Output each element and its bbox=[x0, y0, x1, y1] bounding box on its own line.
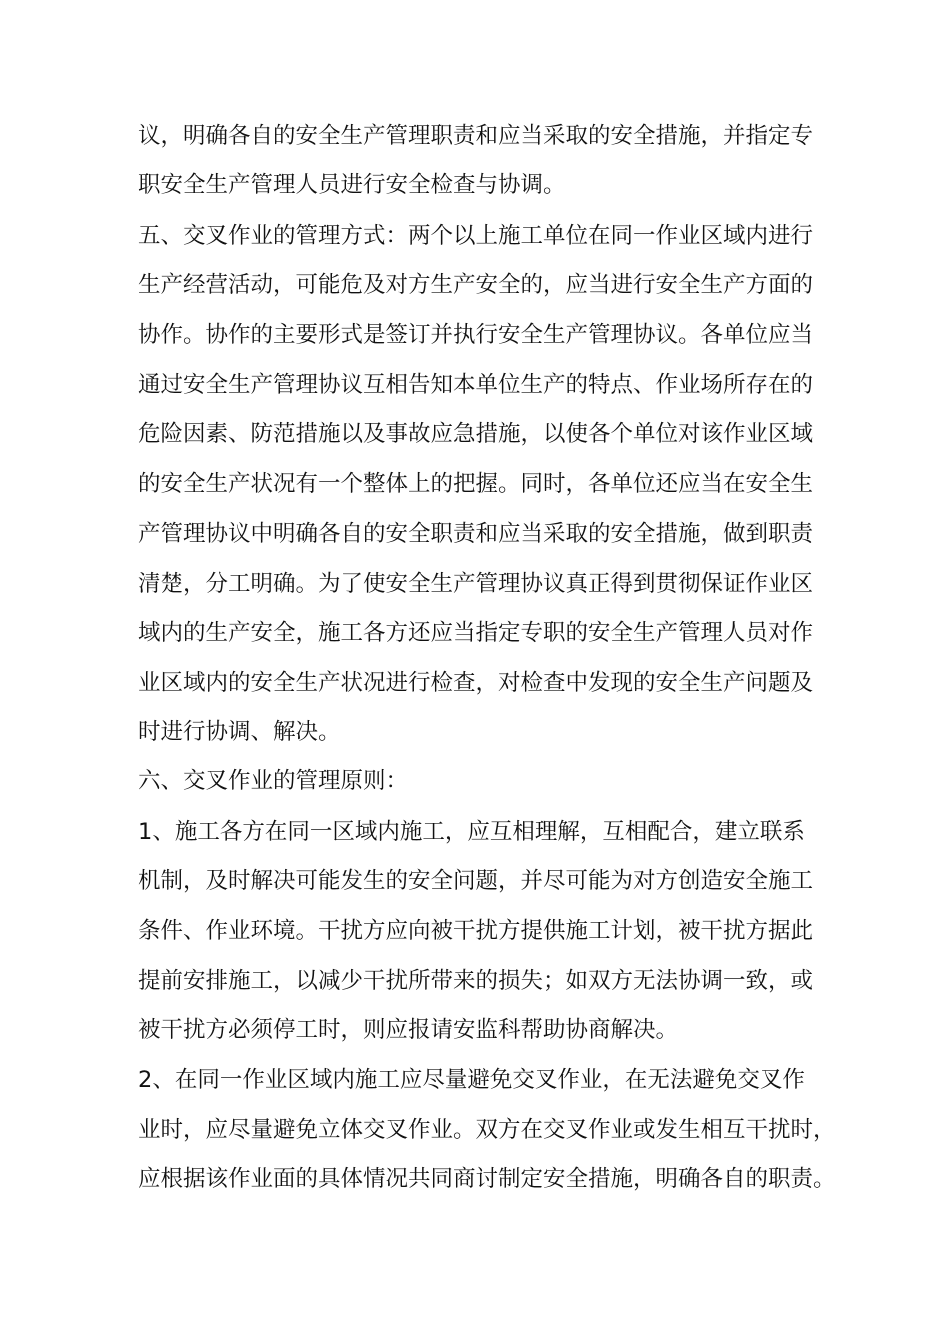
section-heading-six: 六、交叉作业的管理原则： bbox=[138, 768, 409, 794]
text-line: 机制，及时解决可能发生的安全问题，并尽可能为对方创造安全施工 bbox=[138, 868, 814, 894]
text-line: 应根据该作业面的具体情况共同商讨制定安全措施，明确各自的职责。 bbox=[138, 1166, 836, 1192]
text-line: 条件、作业环境。干扰方应向被干扰方提供施工计划，被干扰方据此 bbox=[138, 918, 814, 944]
text-line: 协作。协作的主要形式是签订并执行安全生产管理协议。各单位应当 bbox=[138, 322, 814, 348]
text-line: 危险因素、防范措施以及事故应急措施，以使各个单位对该作业区域 bbox=[138, 421, 814, 447]
text-line: 的安全生产状况有一个整体上的把握。同时，各单位还应当在安全生 bbox=[138, 471, 814, 497]
text-line: 提前安排施工，以减少干扰所带来的损失；如双方无法协调一致，或 bbox=[138, 968, 814, 994]
text-line: 清楚，分工明确。为了使安全生产管理协议真正得到贯彻保证作业区 bbox=[138, 571, 814, 597]
text-line: 业时，应尽量避免立体交叉作业。双方在交叉作业或发生相互干扰时， bbox=[138, 1117, 836, 1143]
list-item-1: 1、施工各方在同一区域内施工，应互相理解，互相配合，建立联系 bbox=[138, 819, 805, 845]
text-line: 生产经营活动，可能危及对方生产安全的，应当进行安全生产方面的 bbox=[138, 272, 814, 298]
text-line: 通过安全生产管理协议互相告知本单位生产的特点、作业场所存在的 bbox=[138, 372, 814, 398]
text-line: 产管理协议中明确各自的安全职责和应当采取的安全措施，做到职责 bbox=[138, 521, 814, 547]
text-line: 时进行协调、解决。 bbox=[138, 719, 341, 745]
text-line: 职安全生产管理人员进行安全检查与协调。 bbox=[138, 172, 566, 198]
text-line: 议，明确各自的安全生产管理职责和应当采取的安全措施，并指定专 bbox=[138, 123, 814, 149]
list-item-2: 2、在同一作业区域内施工应尽量避免交叉作业，在无法避免交叉作 bbox=[138, 1067, 805, 1093]
text-line: 被干扰方必须停工时，则应报请安监科帮助协商解决。 bbox=[138, 1017, 679, 1043]
section-heading-five: 五、交叉作业的管理方式：两个以上施工单位在同一作业区域内进行 bbox=[138, 223, 814, 249]
text-line: 域内的生产安全，施工各方还应当指定专职的安全生产管理人员对作 bbox=[138, 620, 814, 646]
text-line: 业区域内的安全生产状况进行检查，对检查中发现的安全生产问题及 bbox=[138, 670, 814, 696]
